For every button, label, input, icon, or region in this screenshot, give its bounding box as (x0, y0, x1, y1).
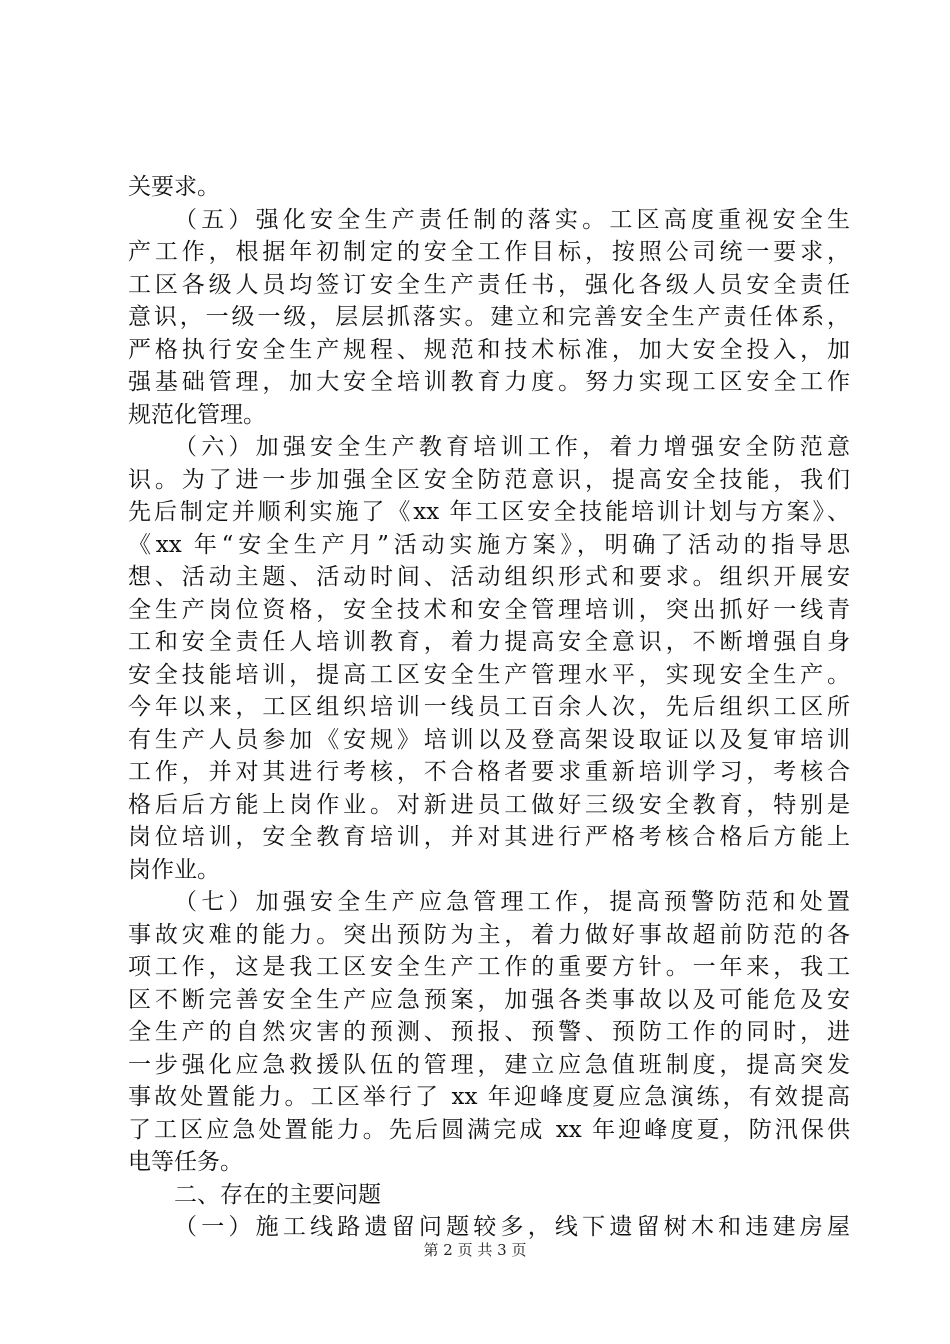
text-line: 今年以来，工区组织培训一线员工百余人次，先后组织工区所 (128, 694, 850, 720)
text-line: 安全技能培训，提高工区安全生产管理水平，实现安全生产。 (128, 661, 850, 688)
text-line: 想、活动主题、活动时间、活动组织形式和要求。组织开展安 (128, 564, 850, 590)
text-line: （一）施工线路遗留问题较多，线下遗留树木和违建房屋 (174, 1214, 850, 1240)
text-line: 有生产人员参加《安规》培训以及登高架设取证以及复审培训 (128, 726, 850, 753)
page-footer: 第 2 页 共 3 页 (423, 1241, 527, 1259)
text-line: 事故处置能力。工区举行了 xx 年迎峰度夏应急演练，有效提高 (128, 1084, 850, 1110)
text-line: 工区各级人员均签订安全生产责任书，强化各级人员安全责任 (128, 271, 850, 298)
document-body (128, 171, 850, 1244)
text-line: （六）加强安全生产教育培训工作，着力增强安全防范意 (174, 434, 850, 460)
text-line: 岗位培训，安全教育培训，并对其进行严格考核合格后方能上 (128, 824, 850, 850)
text-line: 岗作业。 (128, 856, 220, 883)
text-line: 二、存在的主要问题 (174, 1181, 381, 1208)
text-line: 产工作，根据年初制定的安全工作目标，按照公司统一要求， (128, 239, 850, 265)
text-line: 全生产的自然灾害的预测、预报、预警、预防工作的同时，进 (128, 1019, 850, 1045)
text-line: 一步强化应急救援队伍的管理，建立应急值班制度，提高突发 (128, 1051, 850, 1078)
text-line: 工和安全责任人培训教育，着力提高安全意识，不断增强自身 (128, 629, 850, 655)
text-line: 先后制定并顺利实施了《xx 年工区安全技能培训计划与方案》、 (128, 499, 850, 525)
text-line: 格后后方能上岗作业。对新进员工做好三级安全教育，特别是 (128, 791, 850, 818)
text-line: 工作，并对其进行考核，不合格者要求重新培训学习，考核合 (128, 759, 850, 785)
text-line: 电等任务。 (128, 1149, 243, 1175)
text-line: 规范化管理。 (128, 401, 266, 428)
text-line: 严格执行安全生产规程、规范和技术标准，加大安全投入，加 (128, 336, 850, 363)
text-line: 项工作，这是我工区安全生产工作的重要方针。一年来，我工 (128, 954, 850, 980)
text-line: （五）强化安全生产责任制的落实。工区高度重视安全生 (174, 206, 850, 233)
text-line: 关要求。 (128, 174, 220, 200)
text-line: 区不断完善安全生产应急预案，加强各类事故以及可能危及安 (128, 986, 850, 1013)
text-line: 《xx 年“安全生产月”活动实施方案》，明确了活动的指导思 (128, 531, 850, 558)
text-line: 全生产岗位资格，安全技术和安全管理培训，突出抓好一线青 (128, 596, 850, 623)
text-line: 事故灾难的能力。突出预防为主，着力做好事故超前防范的各 (128, 921, 850, 948)
text-line: 强基础管理，加大安全培训教育力度。努力实现工区安全工作 (128, 369, 850, 395)
text-line: 意识，一级一级，层层抓落实。建立和完善安全生产责任体系， (128, 304, 850, 330)
text-line: 识。为了进一步加强全区安全防范意识，提高安全技能，我们 (128, 466, 850, 493)
text-line: （七）加强安全生产应急管理工作，提高预警防范和处置 (174, 889, 850, 915)
text-line: 了工区应急处置能力。先后圆满完成 xx 年迎峰度夏，防汛保供 (128, 1116, 850, 1143)
